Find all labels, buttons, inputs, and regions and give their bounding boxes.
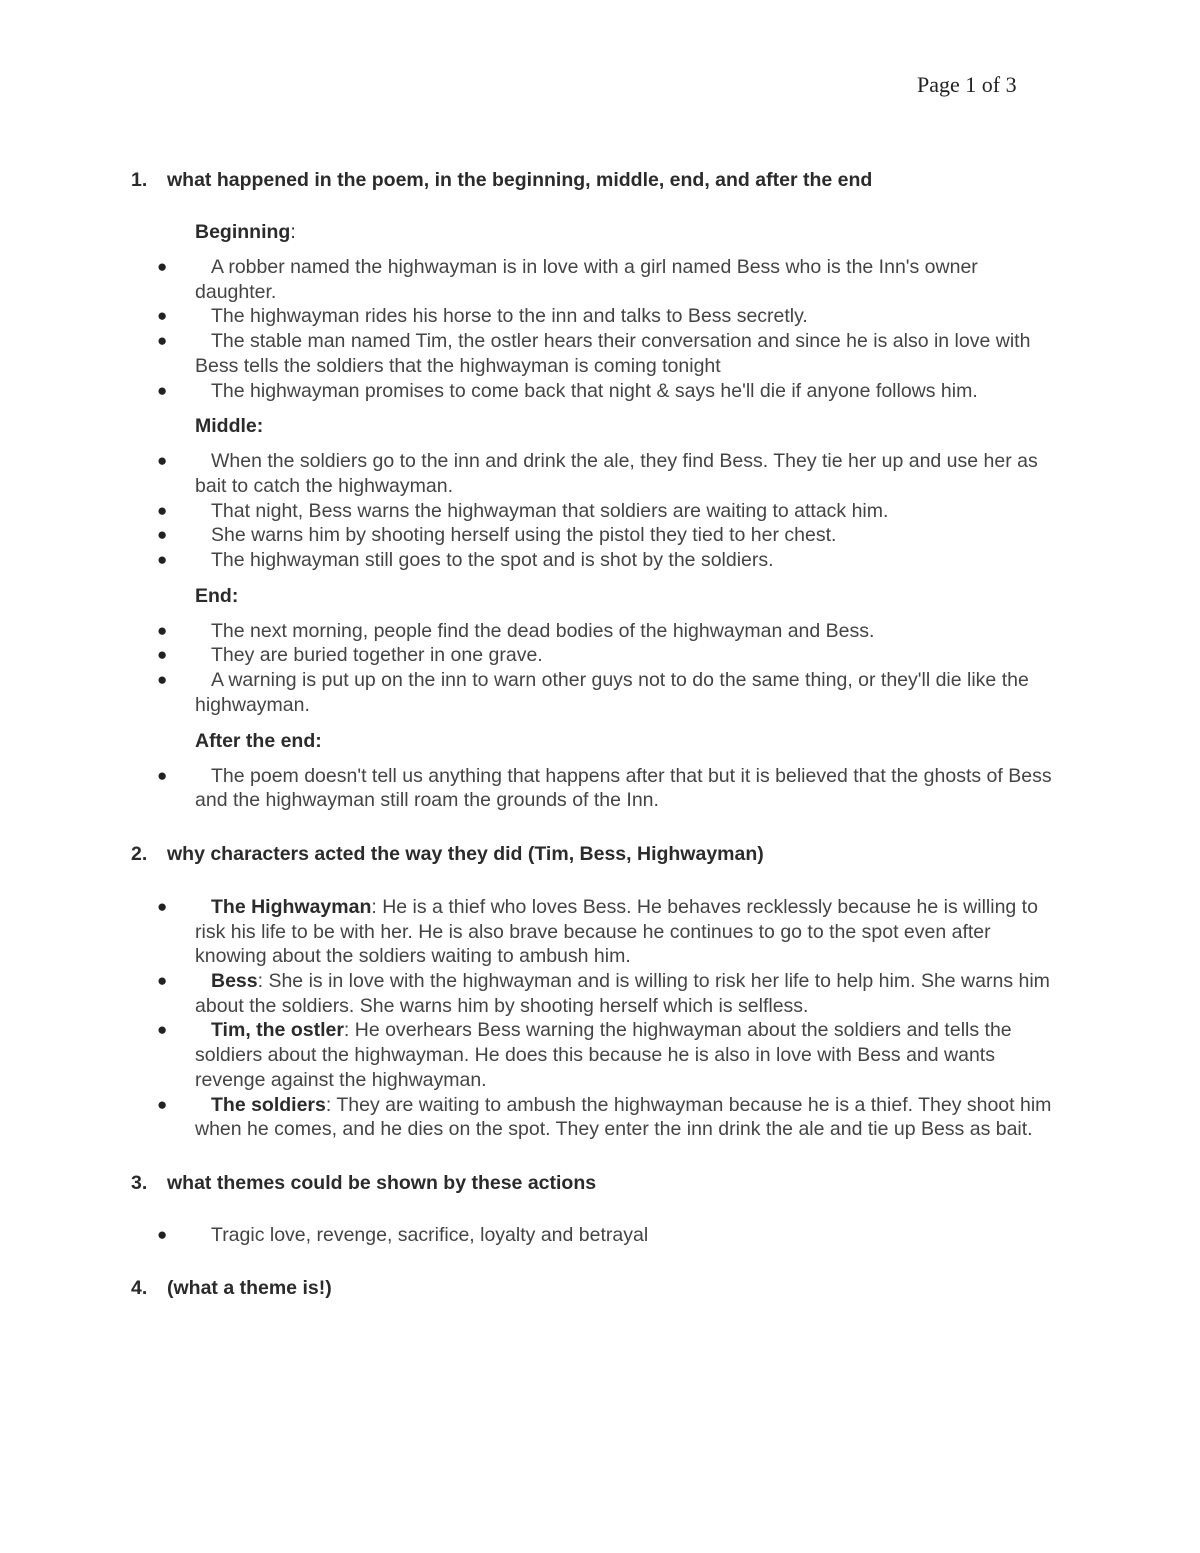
character-name: The Highwayman [211, 895, 372, 918]
question-text: (what a theme is!) [167, 1276, 332, 1299]
section-heading-end [195, 583, 1200, 609]
section-heading-beginning [195, 219, 1200, 245]
list-item-text: She warns him by shooting herself using the pistol they tied to her chest. [211, 524, 837, 547]
list-item-text: That night, Bess warns the highwayman that soldiers are waiting to attack him. [211, 499, 889, 522]
bullet-icon: ● [157, 550, 168, 570]
character-description: : He is a thief who loves Bess. He behaves recklessly because he is willing to risk his life to be with her. He is also brave because he continues to go to the spot even after knowing about the soldiers waiting to ambush him. [195, 895, 1038, 968]
end-list [0, 619, 1200, 718]
list-item [157, 619, 1060, 644]
question-text: what themes could be shown by these actions [167, 1171, 597, 1194]
character-name: The soldiers [211, 1093, 326, 1116]
after-the-end-list [0, 764, 1200, 813]
question-1 [131, 167, 1200, 193]
list-item [157, 449, 1060, 498]
bullet-icon: ● [157, 896, 168, 916]
list-item [157, 548, 1060, 573]
list-item [157, 764, 1060, 813]
question-4 [131, 1275, 1200, 1301]
bullet-icon: ● [157, 500, 168, 520]
list-item-text: A warning is put up on the inn to warn other guys not to do the same thing, or they'll die like the highwayman. [195, 669, 1029, 716]
list-item-text: The highwayman rides his horse to the inn and talks to Bess secretly. [211, 305, 808, 328]
bullet-icon: ● [157, 765, 168, 785]
bullet-icon: ● [157, 451, 168, 471]
middle-list [0, 449, 1200, 573]
character-description: : She is in love with the highwayman and is willing to risk her life to help him. She warns him about the soldiers. She warns him by shooting herself which is selfless. [195, 970, 1050, 1017]
page-number-label: Page 1 of 3 [917, 72, 1017, 97]
list-item [157, 499, 1060, 524]
character-description: : They are waiting to ambush the highwayman because he is a thief. They shoot him when he comes, and he dies on the spot. They enter the inn drink the ale and tie up Bess as bait. [195, 1093, 1052, 1141]
list-item-text: The highwayman still goes to the spot and is shot by the soldiers. [211, 549, 774, 572]
bullet-icon: ● [157, 670, 168, 690]
question-text: why characters acted the way they did (Tim, Bess, Highwayman) [167, 842, 764, 865]
list-item [157, 255, 1060, 304]
character-name: Bess [211, 970, 258, 993]
character-description: : He overhears Bess warning the highwayman about the soldiers and tells the soldiers about the highwayman. He does this because he is also in love with Bess and wants revenge against the highwayman. [195, 1019, 1012, 1091]
section-heading-text: Middle: [195, 415, 264, 438]
list-item-text: Tragic love, revenge, sacrifice, loyalty and betrayal [211, 1223, 649, 1246]
document-body [0, 167, 1200, 1301]
list-item-text: A robber named the highwayman is in love with a girl named Bess who is the Inn's owner daughter. [195, 256, 978, 303]
list-item [157, 643, 1060, 668]
bullet-icon: ● [157, 971, 168, 991]
section-heading-suffix: : [290, 221, 296, 243]
bullet-icon: ● [157, 1020, 168, 1040]
question-number: 1. [131, 169, 148, 191]
list-item [157, 668, 1060, 717]
bullet-icon: ● [157, 525, 168, 545]
section-heading-middle [195, 413, 1200, 439]
section-heading-after-the-end [195, 728, 1200, 754]
list-item [157, 329, 1060, 378]
bullet-icon: ● [157, 1224, 168, 1244]
list-item [157, 1018, 1060, 1092]
list-item [157, 523, 1060, 548]
list-item-text: When the soldiers go to the inn and drink the ale, they find Bess. They tie her up and use her as bait to catch the highwayman. [195, 450, 1038, 497]
question-number: 4. [131, 1276, 148, 1299]
question-number: 2. [131, 842, 148, 865]
list-item [157, 969, 1060, 1018]
bullet-icon: ● [157, 1094, 168, 1114]
bullet-icon: ● [157, 306, 168, 326]
bullet-icon: ● [157, 620, 168, 640]
list-item-text: They are buried together in one grave. [211, 644, 543, 667]
section-heading-text: Beginning [195, 221, 291, 243]
bullet-icon: ● [157, 645, 168, 665]
list-item-text: The next morning, people find the dead bodies of the highwayman and Bess. [211, 619, 875, 642]
section-heading-text: After the end: [195, 729, 322, 752]
list-item-text: The poem doesn't tell us anything that happens after that but it is believed that the ghosts of Bess and the highwayman still roam the grounds of the Inn. [195, 764, 1052, 812]
list-item [157, 379, 1060, 404]
character-name: Tim, the ostler [211, 1019, 344, 1042]
list-item-text: The stable man named Tim, the ostler hears their conversation and since he is also in love with Bess tells the soldiers that the highwayman is coming tonight [195, 330, 1031, 377]
question-3 [131, 1170, 1200, 1196]
section-heading-text: End: [195, 584, 239, 607]
list-item [157, 304, 1060, 329]
list-item-text: The highwayman promises to come back that night & says he'll die if anyone follows him. [211, 379, 978, 402]
list-item [157, 1093, 1060, 1142]
list-item [157, 1223, 1060, 1248]
character-list [0, 895, 1200, 1142]
question-number: 3. [131, 1171, 148, 1194]
themes-list [0, 1223, 1200, 1248]
question-text: what happened in the poem, in the beginning, middle, end, and after the end [167, 169, 873, 191]
bullet-icon: ● [157, 380, 168, 400]
list-item [157, 895, 1060, 969]
bullet-icon: ● [157, 257, 168, 276]
beginning-list [0, 255, 1200, 403]
bullet-icon: ● [157, 331, 168, 351]
question-2 [131, 841, 1200, 867]
